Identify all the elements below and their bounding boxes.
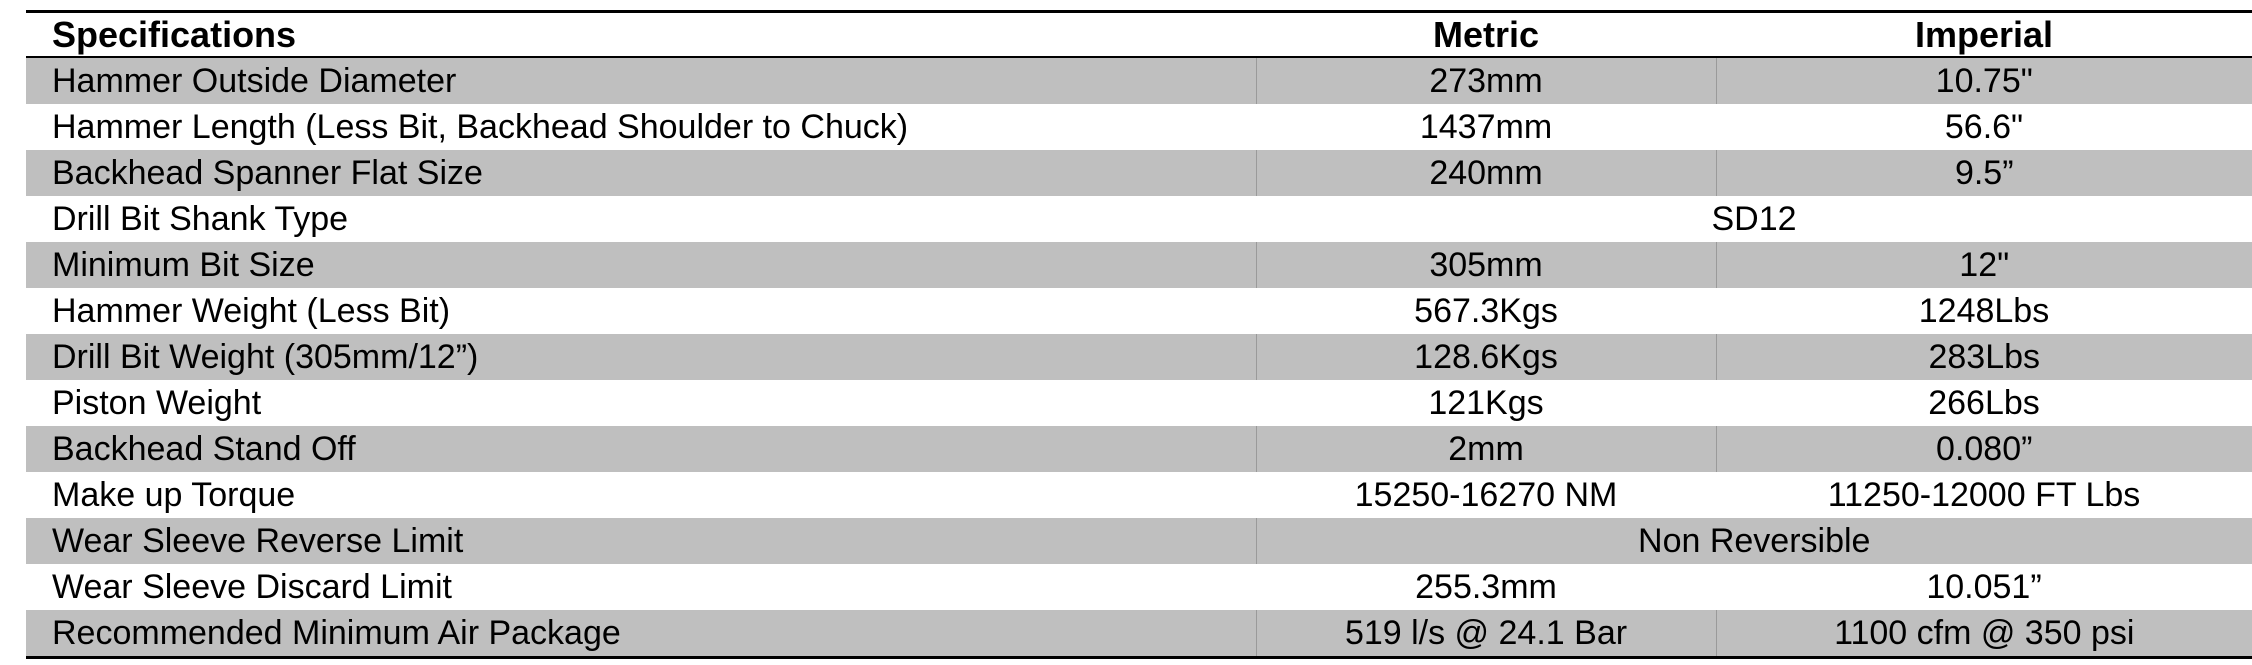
spec-imperial-value: 283Lbs xyxy=(1716,334,2252,380)
spec-label: Make up Torque xyxy=(52,476,296,514)
table-row xyxy=(26,150,2252,196)
spec-label: Recommended Minimum Air Package xyxy=(26,610,1256,658)
table-row xyxy=(26,610,2252,658)
spec-metric-value: 15250-16270 NM xyxy=(1354,476,1618,514)
spec-metric-value: 567.3Kgs xyxy=(1414,292,1558,330)
spec-label: Backhead Spanner Flat Size xyxy=(26,150,1256,196)
spec-imperial-value: 1100 cfm @ 350 psi xyxy=(1716,610,2252,658)
spec-imperial-value: 11250-12000 FT Lbs xyxy=(1827,476,2141,514)
spec-label: Drill Bit Weight (305mm/12”) xyxy=(26,334,1256,380)
spec-metric-value: 305mm xyxy=(1256,242,1716,288)
spec-imperial-value: 12" xyxy=(1716,242,2252,288)
spec-imperial-value: 56.6" xyxy=(1944,108,2024,146)
table-row xyxy=(26,564,2252,610)
spec-metric-value: 273mm xyxy=(1256,57,1716,104)
table-row xyxy=(26,426,2252,472)
spec-metric-value: 240mm xyxy=(1256,150,1716,196)
specifications-table xyxy=(26,10,2252,659)
spec-imperial-value: 1248Lbs xyxy=(1918,292,2050,330)
table-row xyxy=(26,57,2252,104)
spec-label: Piston Weight xyxy=(52,384,262,422)
spec-label: Backhead Stand Off xyxy=(26,426,1256,472)
header-specifications: Specifications xyxy=(26,12,1256,58)
header-metric: Metric xyxy=(1256,12,1716,58)
table-row xyxy=(26,288,2252,334)
table-row xyxy=(26,104,2252,150)
table-row xyxy=(26,196,2252,242)
spec-imperial-value: 9.5” xyxy=(1716,150,2252,196)
table-row xyxy=(26,518,2252,564)
spec-merged-value: SD12 xyxy=(1711,200,1797,238)
spec-label: Hammer Outside Diameter xyxy=(26,57,1256,104)
spec-merged-value: Non Reversible xyxy=(1256,518,2252,564)
table-row xyxy=(26,472,2252,518)
spec-label: Drill Bit Shank Type xyxy=(52,200,349,238)
header-row xyxy=(26,12,2252,58)
spec-imperial-value: 10.051” xyxy=(1926,568,2042,606)
spec-label: Wear Sleeve Discard Limit xyxy=(52,568,452,606)
spec-label: Hammer Weight (Less Bit) xyxy=(52,292,451,330)
header-imperial: Imperial xyxy=(1716,12,2252,58)
table-body xyxy=(26,57,2252,658)
table-header xyxy=(26,12,2252,58)
spec-metric-value: 2mm xyxy=(1256,426,1716,472)
spec-metric-value: 519 l/s @ 24.1 Bar xyxy=(1256,610,1716,658)
table-row xyxy=(26,380,2252,426)
spec-imperial-value: 10.75" xyxy=(1716,57,2252,104)
spec-metric-value: 1437mm xyxy=(1419,108,1553,146)
table-row xyxy=(26,334,2252,380)
spec-label: Minimum Bit Size xyxy=(26,242,1256,288)
spec-imperial-value: 0.080” xyxy=(1716,426,2252,472)
specifications-table-container xyxy=(26,10,2252,659)
spec-metric-value: 255.3mm xyxy=(1415,568,1557,606)
spec-label: Wear Sleeve Reverse Limit xyxy=(26,518,1256,564)
spec-label: Hammer Length (Less Bit, Backhead Shoulder to Chuck) xyxy=(52,108,909,146)
spec-metric-value: 128.6Kgs xyxy=(1256,334,1716,380)
spec-metric-value: 121Kgs xyxy=(1428,384,1544,422)
spec-imperial-value: 266Lbs xyxy=(1928,384,2040,422)
table-row xyxy=(26,242,2252,288)
